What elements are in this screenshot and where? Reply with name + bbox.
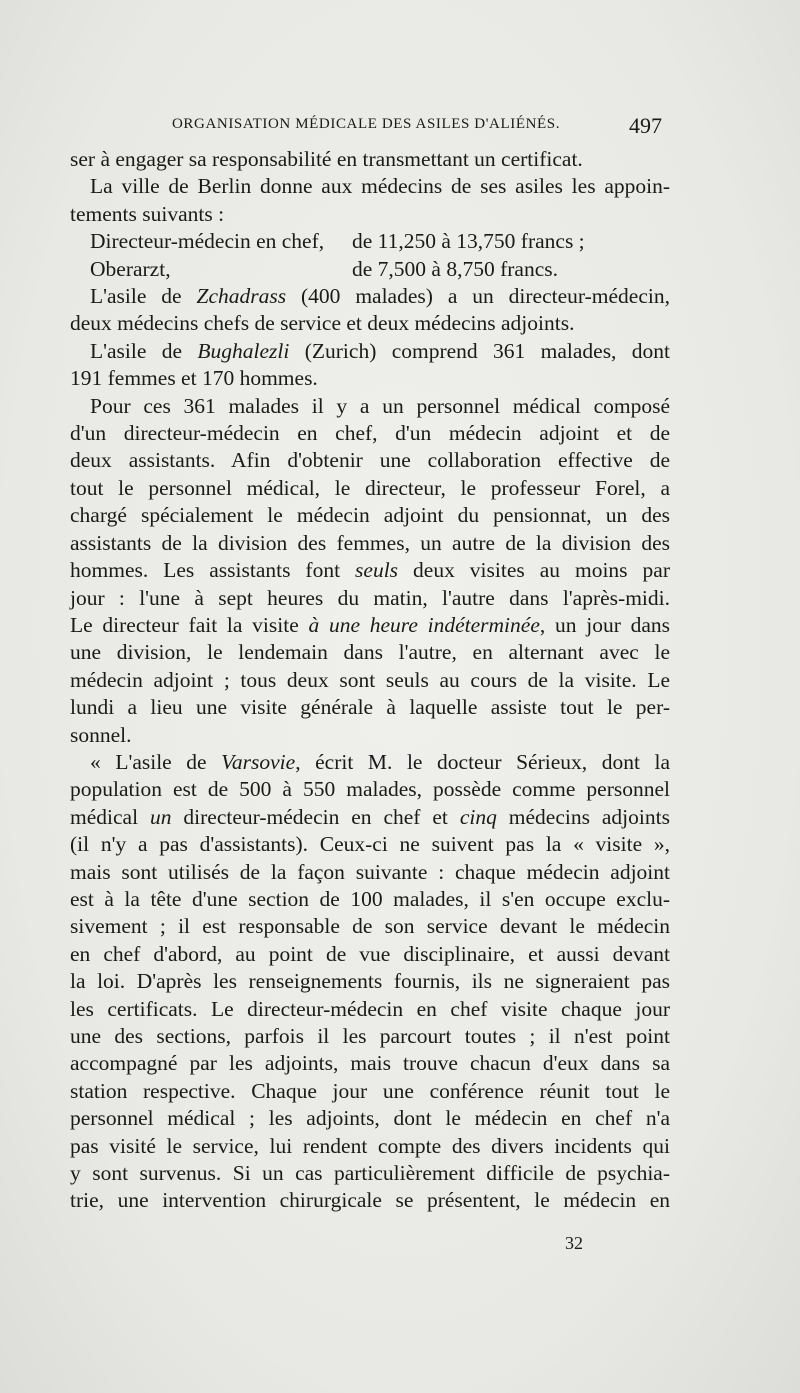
text-line: trie, une intervention chirurgicale se présentent, le médecin en [70,1188,670,1213]
salary-role: Oberarzt, [90,256,171,281]
text-line: sonnel. [70,722,132,747]
text-line: station respective. Chaque jour une conférence réunit tout le [70,1078,670,1103]
text-line: médical un directeur-médecin en chef et cinq médecins adjoints [70,804,670,829]
text-line: hommes. Les assistants font seuls deux visites au moins par [70,558,670,583]
text-line: deux médecins chefs de service et deux médecins adjoints. [70,311,575,336]
text-line: tout le personnel médical, le directeur, le professeur Forel, a [70,475,670,500]
text-line: médecin adjoint ; tous deux sont seuls au cours de la visite. Le [70,667,670,692]
text-line: sivement ; il est responsable de son service devant le médecin [70,914,670,939]
emphasis: seuls [355,558,399,583]
salary-row [70,228,670,255]
text-line: Le directeur fait la visite à une heure indéterminée, un jour dans [70,612,670,637]
text-line: population est de 500 à 550 malades, possède comme personnel [70,777,670,802]
paragraph-bughalezli [70,338,670,393]
text-line: une division, le lendemain dans l'autre, en alternant avec le [70,640,670,665]
text-line: une des sections, parfois il les parcourt toutes ; il n'est point [70,1024,670,1048]
text-line: assistants de la division des femmes, un autre de la division des [70,530,670,555]
running-head [172,113,662,140]
salary-row [70,256,670,283]
text-line: L'asile de Bughalezli (Zurich) comprend 361 malades, dont [90,338,671,363]
signature-mark: 32 [565,1233,583,1253]
salary-range: de 11,250 à 13,750 francs ; [352,229,585,254]
text-line: personnel médical ; les adjoints, dont le médecin en chef n'a [70,1106,670,1131]
text-line: est à la tête d'une section de 100 malades, il s'en occupe exclu- [70,886,670,911]
body-text [70,146,670,1215]
text-line: tements suivants : [70,201,225,226]
text-line: « L'asile de Varsovie, écrit M. le docteur Sérieux, dont la [90,749,670,774]
text-line: pas visité le service, lui rendent compte des divers incidents qui [70,1133,670,1158]
text-line: accompagné par les adjoints, mais trouve chacun d'eux dans sa [70,1051,670,1076]
text-line: d'un directeur-médecin en chef, d'un médecin adjoint et de [70,421,670,446]
running-title: ORGANISATION MÉDICALE DES ASILES D'ALIÉNÉS. [172,116,561,132]
text-line: les certificats. Le directeur-médecin en chef visite chaque jour [70,996,670,1021]
emphasis: un [149,804,172,829]
text-line: 191 femmes et 170 hommes. [70,366,318,391]
salary-role: Directeur-médecin en chef, [90,229,325,254]
emphasis: à une heure indéterminée [308,612,540,637]
text-line: chargé spécialement le médecin adjoint du pensionnat, un des [70,503,670,528]
text-line: lundi a lieu une visite générale à laquelle assiste tout le per- [70,695,670,720]
asylum-name: Zchadrass [196,284,287,309]
text-line: la loi. D'après les renseignements fournis, ils ne signeraient pas [70,969,670,994]
salary-range: de 7,500 à 8,750 francs. [352,256,558,281]
text-line: mais sont utilisés de la façon suivante : chaque médecin adjoint [70,859,670,884]
asylum-name: Bughalezli [197,338,290,363]
text-line: jour : l'une à sept heures du matin, l'autre dans l'après-midi. [70,585,670,610]
text-line: La ville de Berlin donne aux médecins de ses asiles les appoin- [90,174,670,199]
text-line: en chef d'abord, au point de vue disciplinaire, et aussi devant [70,941,670,966]
paragraph-berlin [70,173,670,228]
paragraph-varsovie [70,749,670,1215]
paragraph-personnel [70,393,670,749]
paragraph-zchadrass [70,283,670,338]
text-line: (il n'y a pas d'assistants). Ceux-ci ne suivent pas la « visite », [70,832,670,857]
text-line: deux assistants. Afin d'obtenir une collaboration effective de [70,448,670,473]
text-line: y sont survenus. Si un cas particulièrement difficile de psychia- [70,1161,670,1186]
asylum-name: Varsovie [221,749,296,774]
emphasis: cinq [459,804,497,829]
text-line: Pour ces 361 malades il y a un personnel médical composé [90,393,670,418]
salary-list [70,228,670,283]
page-number: 497 [629,113,662,138]
paragraph-continuation [70,146,670,173]
text-line: L'asile de Zchadrass (400 malades) a un directeur-médecin, [90,284,670,309]
text-line: ser à engager sa responsabilité en transmettant un certificat. [70,147,583,171]
